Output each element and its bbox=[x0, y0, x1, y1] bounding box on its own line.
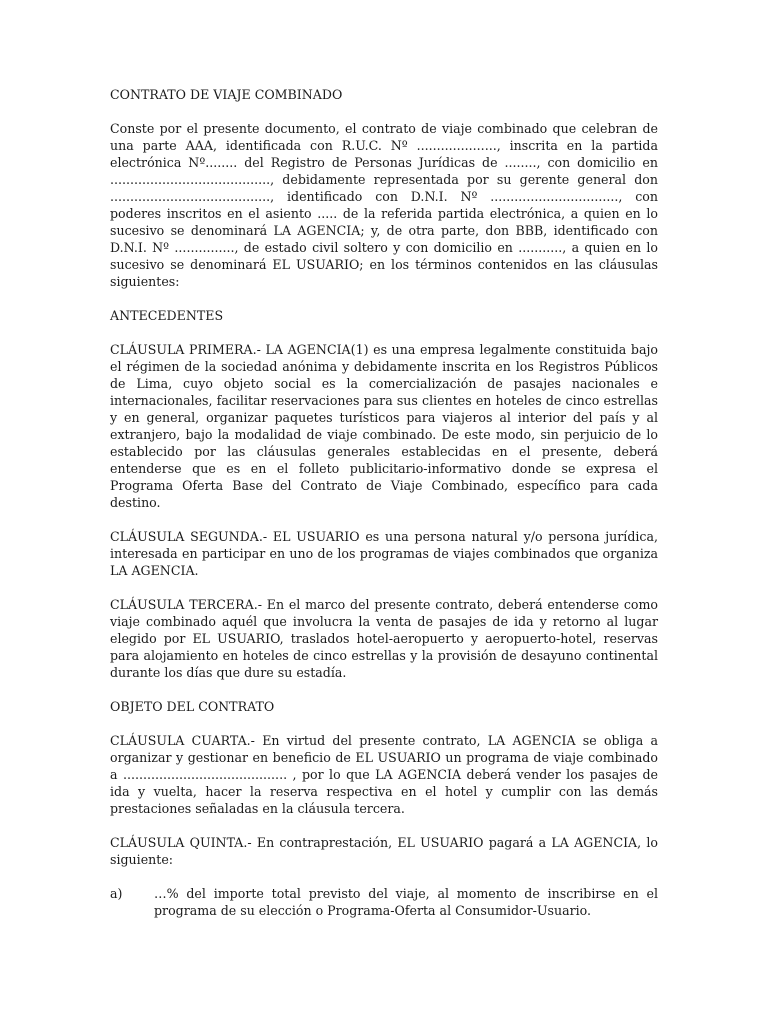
list-marker: a) bbox=[110, 886, 123, 901]
document-title: CONTRATO DE VIAJE COMBINADO bbox=[110, 87, 343, 102]
intro-paragraph: Conste por el presente documento, el contrato de viaje combinado que celebran de una parte AAA, identificada con R.U.C. Nº ...................., inscrita en la partida electrónica Nº........ del Registro de Personas Jurídicas de ........, con domicilio en ........................................, debidamente representada por su gerente general don ........................................, identificado con D.N.I. Nº ................................, con poderes inscritos en el asiento ..... de la referida partida electrónica, a quien en lo sucesivo se denominará LA AGENCIA; y, de otra parte, don BBB, identificado con D.N.I. Nº ..............., de estado civil soltero y con domicilio en ..........., a quien en lo sucesivo se denominará EL USUARIO; en los términos contenidos en las cláusulas siguientes: bbox=[110, 121, 658, 289]
list-item-text: …% del importe total previsto del viaje, al momento de inscribirse en el programa de su elección o Programa-Oferta al Consumidor-Usuario. bbox=[154, 886, 658, 918]
clause-cuarta: CLÁUSULA CUARTA.- En virtud del presente contrato, LA AGENCIA se obliga a organizar y gestionar en beneficio de EL USUARIO un programa de viaje combinado a ......................................... , por lo que LA AGENCIA deberá vender los pasajes de ida y vuelta, hacer la reserva respectiva en el hotel y cumplir con las demás prestaciones señaladas en la cláusula tercera. bbox=[110, 733, 658, 816]
section-heading-antecedentes: ANTECEDENTES bbox=[110, 308, 224, 323]
clause-segunda: CLÁUSULA SEGUNDA.- EL USUARIO es una persona natural y/o persona jurídica, interesada en participar en uno de los programas de viajes combinados que organiza LA AGENCIA. bbox=[110, 529, 658, 578]
section-heading-objeto: OBJETO DEL CONTRATO bbox=[110, 699, 275, 714]
clause-tercera: CLÁUSULA TERCERA.- En el marco del presente contrato, deberá entenderse como viaje combinado aquél que involucra la venta de pasajes de ida y retorno al lugar elegido por EL USUARIO, traslados hotel-aeropuerto y aeropuerto-hotel, reservas para alojamiento en hoteles de cinco estrellas y la provisión de desayuno continental durante los días que dure su estadía. bbox=[110, 597, 658, 680]
document-page bbox=[110, 86, 658, 919]
list-item bbox=[110, 885, 658, 919]
clause-quinta: CLÁUSULA QUINTA.- En contraprestación, EL USUARIO pagará a LA AGENCIA, lo siguiente: bbox=[110, 835, 658, 867]
clause-primera: CLÁUSULA PRIMERA.- LA AGENCIA(1) es una empresa legalmente constituida bajo el régimen de la sociedad anónima y debidamente inscrita en los Registros Públicos de Lima, cuyo objeto social es la comercialización de pasajes nacionales e internacionales, facilitar reservaciones para sus clientes en hoteles de cinco estrellas y en general, organizar paquetes turísticos para viajeros al interior del país y al extranjero, bajo la modalidad de viaje combinado. De este modo, sin perjuicio de lo establecido por las cláusulas generales establecidas en el presente, deberá entenderse que es en el folleto publicitario-informativo donde se expresa el Programa Oferta Base del Contrato de Viaje Combinado, específico para cada destino. bbox=[110, 342, 658, 510]
